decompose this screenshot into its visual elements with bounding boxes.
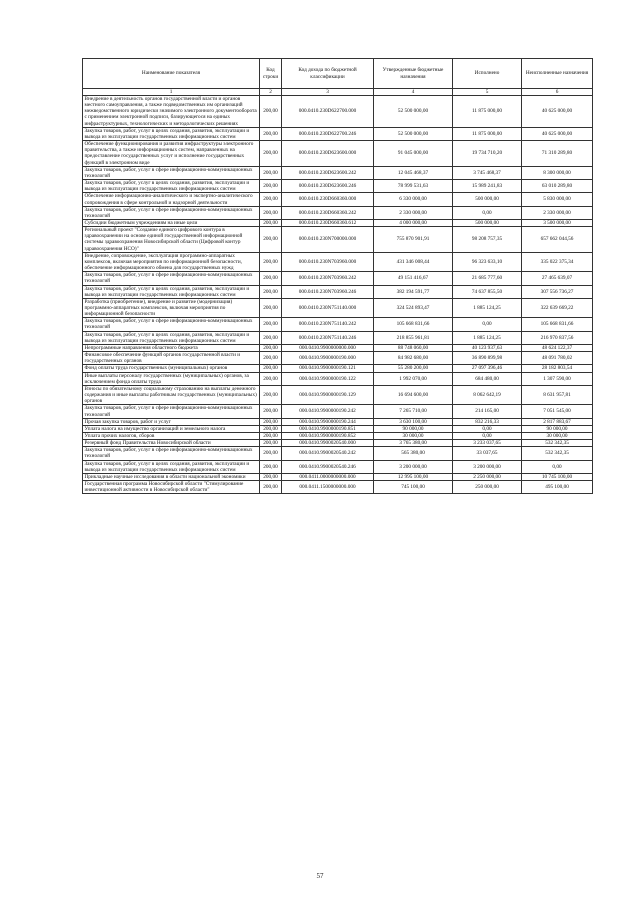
row-approved-cell: 55 280 200,00 <box>374 365 453 372</box>
row-executed-cell: 2 250 000,00 <box>453 473 522 480</box>
row-unexecuted-cell: 657 662 044,56 <box>522 227 593 253</box>
row-unexecuted-cell: 48 624 122,37 <box>522 344 593 351</box>
row-income-code-cell: 000.0410.230D623600.000 <box>282 141 374 167</box>
row-approved-cell: 12 045 468,37 <box>374 166 453 179</box>
row-line-code-cell: 200,00 <box>260 460 282 473</box>
row-income-code-cell: 000.0410.9900000000.000 <box>282 344 374 351</box>
row-name-cell: Закупка товаров, работ, услуг в сфере информационно-коммуникационных технологий <box>83 206 260 219</box>
row-income-code-cell: 000.0410.9900020540.242 <box>282 447 374 460</box>
column-number: 2 <box>260 89 282 96</box>
row-executed-cell: 74 637 855,50 <box>453 285 522 298</box>
row-income-code-cell: 000.0410.9900000190.129 <box>282 385 374 404</box>
page-number: 57 <box>316 872 324 880</box>
row-income-code-cell: 000.0410.230D623600.246 <box>282 180 374 193</box>
row-executed-cell: 0,00 <box>453 318 522 331</box>
row-unexecuted-cell: 1 307 590,00 <box>522 372 593 385</box>
row-approved-cell: 12 995 100,00 <box>374 473 453 480</box>
row-income-code-cell: 000.0410.230N703960.246 <box>282 285 374 298</box>
row-approved-cell: 30 000,00 <box>374 432 453 439</box>
row-name-cell: Закупка товаров, работ, услуг в сфере информационно-коммуникационных технологий <box>83 318 260 331</box>
row-line-code-cell: 200,00 <box>260 252 282 271</box>
row-line-code-cell: 200,00 <box>260 344 282 351</box>
row-unexecuted-cell: 90 000,00 <box>522 425 593 432</box>
row-unexecuted-cell: 28 182 803,54 <box>522 365 593 372</box>
row-income-code-cell: 000.0410.230D622700.246 <box>282 127 374 140</box>
table-row <box>83 372 593 385</box>
row-name-cell: Финансовое обеспечение функций органов государственной власти и государственных органов <box>83 352 260 365</box>
table-header-row <box>83 59 593 89</box>
row-income-code-cell: 000.0410.230N751140.246 <box>282 331 374 344</box>
row-income-code-cell: 000.0410.230N751140.242 <box>282 318 374 331</box>
row-line-code-cell: 200,00 <box>260 372 282 385</box>
row-line-code-cell: 200,00 <box>260 219 282 226</box>
row-line-code-cell: 200,00 <box>260 331 282 344</box>
row-approved-cell: 324 524 893,47 <box>374 298 453 317</box>
header-unexecuted: Неисполненные назначения <box>522 59 593 89</box>
table-row <box>83 127 593 140</box>
row-name-cell: Внедрение, сопровождение, эксплуатация программно-аппаратных комплексов, включая мероприятия по информационной безопасности, обеспечение информационного обмена для государственных нужд <box>83 252 260 271</box>
row-unexecuted-cell: 216 970 837,56 <box>522 331 593 344</box>
row-unexecuted-cell: 532 342,35 <box>522 447 593 460</box>
row-executed-cell: 214 165,00 <box>453 405 522 418</box>
row-income-code-cell: 000.0410.230D622700.000 <box>282 96 374 128</box>
row-income-code-cell: 000.0410.9900000190.000 <box>282 352 374 365</box>
row-unexecuted-cell: 2 330 000,00 <box>522 206 593 219</box>
row-line-code-cell: 200,00 <box>260 432 282 439</box>
row-line-code-cell: 200,00 <box>260 272 282 285</box>
row-executed-cell: 3 233 037,65 <box>453 440 522 447</box>
row-unexecuted-cell: 5 830 000,00 <box>522 193 593 206</box>
row-line-code-cell: 200,00 <box>260 298 282 317</box>
row-name-cell: Субсидии бюджетным учреждениям на иные цели <box>83 219 260 226</box>
table-row <box>83 166 593 179</box>
row-income-code-cell: 000.0410.9900020540.246 <box>282 460 374 473</box>
row-name-cell: Непрограммные направления областного бюджета <box>83 344 260 351</box>
row-income-code-cell: 000.0410.230D660360.612 <box>282 219 374 226</box>
row-income-code-cell: 000.0411.1500000000.000 <box>282 481 374 494</box>
row-income-code-cell: 000.0410.230N700000.000 <box>282 227 374 253</box>
row-line-code-cell: 200,00 <box>260 352 282 365</box>
row-executed-cell: 21 685 777,60 <box>453 272 522 285</box>
column-number: 4 <box>374 89 453 96</box>
table-row <box>83 96 593 128</box>
row-line-code-cell: 200,00 <box>260 193 282 206</box>
row-unexecuted-cell: 30 000,00 <box>522 432 593 439</box>
row-approved-cell: 4 000 000,00 <box>374 219 453 226</box>
row-name-cell: Закупка товаров, работ, услуг в целях создания, развития, эксплуатации и вывода из эксплуатации государственных информационных систем <box>83 285 260 298</box>
budget-execution-table <box>82 58 593 494</box>
row-unexecuted-cell: 7 051 545,00 <box>522 405 593 418</box>
table-row <box>83 473 593 480</box>
table-row <box>83 252 593 271</box>
row-line-code-cell: 200,00 <box>260 180 282 193</box>
row-unexecuted-cell: 8 631 957,81 <box>522 385 593 404</box>
row-income-code-cell: 000.0410.9900000190.121 <box>282 365 374 372</box>
row-name-cell: Обеспечение функционирования и развития инфраструктуры электронного правительства, а также информационных систем, направленных на предоставление государственных услуг и исполнение государственных функций в электронном виде <box>83 141 260 167</box>
row-approved-cell: 382 194 591,77 <box>374 285 453 298</box>
row-income-code-cell: 000.0410.9900000190.122 <box>282 372 374 385</box>
row-approved-cell: 6 330 000,00 <box>374 193 453 206</box>
row-income-code-cell: 000.0410.9900000190.851 <box>282 425 374 432</box>
row-approved-cell: 7 265 710,00 <box>374 405 453 418</box>
table-body <box>83 96 593 494</box>
table-row <box>83 425 593 432</box>
row-approved-cell: 745 100,00 <box>374 481 453 494</box>
row-executed-cell: 11 875 000,00 <box>453 96 522 128</box>
row-executed-cell: 27 097 396,46 <box>453 365 522 372</box>
table-row <box>83 432 593 439</box>
table-row <box>83 331 593 344</box>
row-line-code-cell: 200,00 <box>260 418 282 425</box>
row-executed-cell: 0,00 <box>453 206 522 219</box>
table-row <box>83 352 593 365</box>
row-approved-cell: 49 151 416,67 <box>374 272 453 285</box>
row-approved-cell: 88 748 060,00 <box>374 344 453 351</box>
row-name-cell: Государственная программа Новосибирской области "Стимулирование инвестиционной активности в Новосибирской области" <box>83 481 260 494</box>
row-unexecuted-cell: 0,00 <box>522 460 593 473</box>
row-unexecuted-cell: 48 091 780,02 <box>522 352 593 365</box>
row-line-code-cell: 200,00 <box>260 365 282 372</box>
table-row <box>83 481 593 494</box>
row-executed-cell: 500 000,00 <box>453 193 522 206</box>
row-name-cell: Уплата налога на имущество организаций и земельного налога <box>83 425 260 432</box>
row-name-cell: Внедрение в деятельность органов государственной власти и органов местного самоуправления, а также подведомственных им организаций межведомственного юридически значимого электронного документооборота с применением электронной подписи, базирующегося на единых инфраструктурных, технологических и методологических решениях <box>83 96 260 128</box>
row-executed-cell: 0,00 <box>453 425 522 432</box>
row-executed-cell: 500 000,00 <box>453 219 522 226</box>
row-unexecuted-cell: 3 500 000,00 <box>522 219 593 226</box>
row-name-cell: Иные выплаты персоналу государственных (муниципальных) органов, за исключением фонда оплаты труда <box>83 372 260 385</box>
row-line-code-cell: 200,00 <box>260 405 282 418</box>
row-executed-cell: 11 875 000,00 <box>453 127 522 140</box>
row-executed-cell: 1 885 124,25 <box>453 298 522 317</box>
row-approved-cell: 1 992 070,00 <box>374 372 453 385</box>
table-row <box>83 344 593 351</box>
row-name-cell: Прикладные научные исследования в области национальной экономики <box>83 473 260 480</box>
row-income-code-cell: 000.0410.9900000190.244 <box>282 418 374 425</box>
row-name-cell: Региональный проект "Создание единого цифрового контура в здравоохранении на основе единой государственной информационной системы здравоохранения Новосибирской области (Цифровой контур здравоохранения НСО)" <box>83 227 260 253</box>
row-executed-cell: 98 208 757,35 <box>453 227 522 253</box>
row-approved-cell: 565 380,00 <box>374 447 453 460</box>
row-line-code-cell: 200,00 <box>260 425 282 432</box>
row-income-code-cell: 000.0410.9900000190.242 <box>282 405 374 418</box>
row-executed-cell: 19 734 710,20 <box>453 141 522 167</box>
row-approved-cell: 431 346 008,44 <box>374 252 453 271</box>
row-name-cell: Обеспечение информационно-аналитического и экспертно-аналитического сопровождения в сфере контрольной и надзорной деятельности <box>83 193 260 206</box>
row-name-cell: Разработка (приобретение), внедрение и развитие (модернизация) программно-аппаратных комплексов, включая мероприятия по информационной безопасности <box>83 298 260 317</box>
row-unexecuted-cell: 10 745 100,00 <box>522 473 593 480</box>
row-approved-cell: 218 855 961,81 <box>374 331 453 344</box>
row-approved-cell: 52 500 000,00 <box>374 127 453 140</box>
row-unexecuted-cell: 71 310 289,80 <box>522 141 593 167</box>
row-income-code-cell: 000.0410.230N703960.242 <box>282 272 374 285</box>
row-approved-cell: 3 200 000,00 <box>374 460 453 473</box>
row-executed-cell: 36 890 899,98 <box>453 352 522 365</box>
row-income-code-cell: 000.0410.9900000190.852 <box>282 432 374 439</box>
row-unexecuted-cell: 105 668 831,66 <box>522 318 593 331</box>
row-unexecuted-cell: 40 625 000,00 <box>522 96 593 128</box>
row-name-cell: Закупка товаров, работ, услуг в целях создания, развития, эксплуатации и вывода из эксплуатации государственных информационных систем <box>83 127 260 140</box>
row-line-code-cell: 200,00 <box>260 127 282 140</box>
row-name-cell: Фонд оплаты труда государственных (муниципальных) органов <box>83 365 260 372</box>
row-executed-cell: 1 885 124,25 <box>453 331 522 344</box>
table-row <box>83 272 593 285</box>
row-approved-cell: 3 765 380,00 <box>374 440 453 447</box>
column-number: 3 <box>282 89 374 96</box>
table-row <box>83 440 593 447</box>
table-row <box>83 318 593 331</box>
row-executed-cell: 3 200 000,00 <box>453 460 522 473</box>
header-line-code: Код строки <box>260 59 282 89</box>
table-row <box>83 227 593 253</box>
row-line-code-cell: 200,00 <box>260 141 282 167</box>
row-income-code-cell: 000.0410.9900020540.000 <box>282 440 374 447</box>
row-income-code-cell: 000.0410.230D623600.242 <box>282 166 374 179</box>
row-approved-cell: 105 668 831,66 <box>374 318 453 331</box>
row-income-code-cell: 000.0410.230N751140.000 <box>282 298 374 317</box>
header-income-code: Код дохода по бюджетной классификации <box>282 59 374 89</box>
header-name: Наименование показателя <box>83 59 260 89</box>
table-row <box>83 298 593 317</box>
row-line-code-cell: 200,00 <box>260 206 282 219</box>
row-executed-cell: 832 216,33 <box>453 418 522 425</box>
row-income-code-cell: 000.0410.230N703960.000 <box>282 252 374 271</box>
header-executed: Исполнено <box>453 59 522 89</box>
table-row <box>83 193 593 206</box>
row-name-cell: Взносы по обязательному социальному страхованию на выплаты денежного содержания и иные выплаты работникам государственных (муниципальных) органов <box>83 385 260 404</box>
row-line-code-cell: 200,00 <box>260 96 282 128</box>
row-unexecuted-cell: 2 817 883,67 <box>522 418 593 425</box>
table-row <box>83 285 593 298</box>
row-name-cell: Закупка товаров, работ, услуг в сфере информационно-коммуникационных технологий <box>83 447 260 460</box>
row-executed-cell: 684 480,00 <box>453 372 522 385</box>
row-line-code-cell: 200,00 <box>260 481 282 494</box>
table-row <box>83 447 593 460</box>
row-approved-cell: 16 694 600,00 <box>374 385 453 404</box>
row-name-cell: Закупка товаров, работ, услуг в сфере информационно-коммуникационных технологий <box>83 272 260 285</box>
row-approved-cell: 2 330 000,00 <box>374 206 453 219</box>
table-row <box>83 405 593 418</box>
row-approved-cell: 84 982 680,00 <box>374 352 453 365</box>
row-unexecuted-cell: 63 010 289,80 <box>522 180 593 193</box>
table-row <box>83 180 593 193</box>
table-row <box>83 206 593 219</box>
row-approved-cell: 78 999 531,63 <box>374 180 453 193</box>
table-row <box>83 460 593 473</box>
row-executed-cell: 250 000,00 <box>453 481 522 494</box>
row-income-code-cell: 000.0411.0000000000.000 <box>282 473 374 480</box>
row-approved-cell: 52 500 000,00 <box>374 96 453 128</box>
table-row <box>83 219 593 226</box>
table-row <box>83 141 593 167</box>
row-line-code-cell: 200,00 <box>260 285 282 298</box>
row-unexecuted-cell: 495 100,00 <box>522 481 593 494</box>
row-unexecuted-cell: 307 556 736,27 <box>522 285 593 298</box>
table-row <box>83 385 593 404</box>
row-name-cell: Прочая закупка товаров, работ и услуг <box>83 418 260 425</box>
row-approved-cell: 755 870 901,91 <box>374 227 453 253</box>
row-line-code-cell: 200,00 <box>260 385 282 404</box>
row-unexecuted-cell: 40 625 000,00 <box>522 127 593 140</box>
row-line-code-cell: 200,00 <box>260 440 282 447</box>
row-executed-cell: 3 745 468,37 <box>453 166 522 179</box>
row-approved-cell: 91 045 000,00 <box>374 141 453 167</box>
row-approved-cell: 90 000,00 <box>374 425 453 432</box>
row-income-code-cell: 000.0410.230D660360.242 <box>282 206 374 219</box>
row-name-cell: Закупка товаров, работ, услуг в целях создания, развития, эксплуатации и вывода из эксплуатации государственных информационных систем <box>83 180 260 193</box>
table-row <box>83 365 593 372</box>
row-name-cell: Уплата прочих налогов, сборов <box>83 432 260 439</box>
row-name-cell: Закупка товаров, работ, услуг в целях создания, развития, эксплуатации и вывода из эксплуатации государственных информационных систем <box>83 331 260 344</box>
column-number: 6 <box>522 89 593 96</box>
column-number-row <box>83 89 593 96</box>
table-row <box>83 418 593 425</box>
row-unexecuted-cell: 532 342,35 <box>522 440 593 447</box>
row-executed-cell: 33 037,65 <box>453 447 522 460</box>
row-name-cell: Закупка товаров, работ, услуг в целях создания, развития, эксплуатации и вывода из эксплуатации государственных информационных систем <box>83 460 260 473</box>
row-executed-cell: 40 123 937,63 <box>453 344 522 351</box>
row-unexecuted-cell: 8 300 000,00 <box>522 166 593 179</box>
row-executed-cell: 8 062 642,19 <box>453 385 522 404</box>
row-line-code-cell: 200,00 <box>260 166 282 179</box>
row-name-cell: Закупка товаров, работ, услуг в сфере информационно-коммуникационных технологий <box>83 405 260 418</box>
row-approved-cell: 3 630 100,00 <box>374 418 453 425</box>
row-name-cell: Резервный фонд Правительства Новосибирской области <box>83 440 260 447</box>
row-name-cell: Закупка товаров, работ, услуг в сфере информационно-коммуникационных технологий <box>83 166 260 179</box>
row-line-code-cell: 200,00 <box>260 318 282 331</box>
header-approved: Утвержденные бюджетные назначения <box>374 59 453 89</box>
row-unexecuted-cell: 27 465 639,07 <box>522 272 593 285</box>
row-executed-cell: 0,00 <box>453 432 522 439</box>
row-executed-cell: 96 323 633,10 <box>453 252 522 271</box>
row-unexecuted-cell: 322 639 669,22 <box>522 298 593 317</box>
column-number: 1 <box>83 89 260 96</box>
row-line-code-cell: 200,00 <box>260 473 282 480</box>
row-income-code-cell: 000.0410.230D660360.000 <box>282 193 374 206</box>
row-line-code-cell: 200,00 <box>260 447 282 460</box>
row-executed-cell: 15 989 241,83 <box>453 180 522 193</box>
row-unexecuted-cell: 335 022 375,34 <box>522 252 593 271</box>
row-line-code-cell: 200,00 <box>260 227 282 253</box>
column-number: 5 <box>453 89 522 96</box>
